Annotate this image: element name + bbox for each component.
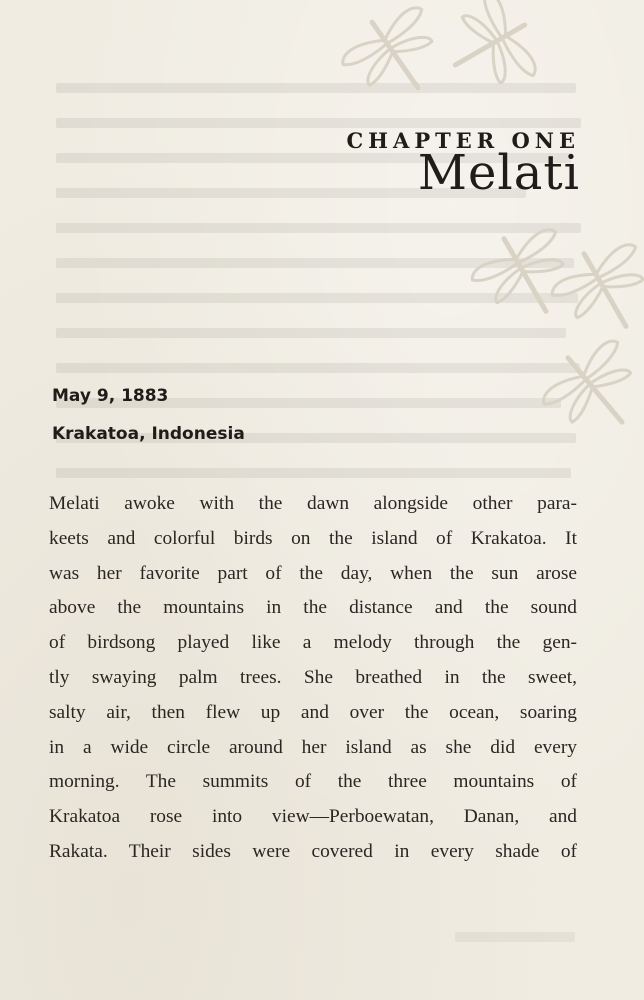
body-line: Melati awoke with the dawn alongside other para- (49, 493, 577, 514)
body-line: salty air, then flew up and over the ocean, soaring (49, 701, 577, 723)
show-through-footer (455, 932, 575, 942)
chapter-label: CHAPTER ONE (346, 128, 580, 153)
body-line: keets and colorful birds on the island of Krakatoa. It (49, 527, 577, 549)
body-line: was her favorite part of the day, when the sun arose (49, 562, 577, 584)
chapter-title: Melati (417, 145, 580, 201)
body-line: Rakata. Their sides were covered in every shade of (49, 840, 577, 862)
dateline-place: Krakatoa, Indonesia (52, 424, 245, 444)
body-paragraph (49, 487, 577, 870)
body-line: in a wide circle around her island as she did every (49, 736, 577, 758)
dragonfly-icon (542, 230, 644, 351)
dragonfly-icon (462, 215, 587, 336)
dateline-date: May 9, 1883 (52, 386, 169, 406)
dragonfly-icon (531, 327, 644, 453)
body-line: morning. The summits of the three mountains of (49, 771, 577, 793)
dragonfly-icon (431, 0, 548, 107)
dragonfly-icon (333, 0, 458, 115)
body-line: of birdsong played like a melody through the gen- (49, 632, 577, 654)
body-line: tly swaying palm trees. She breathed in the sweet, (49, 666, 577, 688)
body-line: above the mountains in the distance and the sound (49, 597, 577, 619)
body-line: Krakatoa rose into view—Perboewatan, Danan, and (49, 806, 577, 828)
